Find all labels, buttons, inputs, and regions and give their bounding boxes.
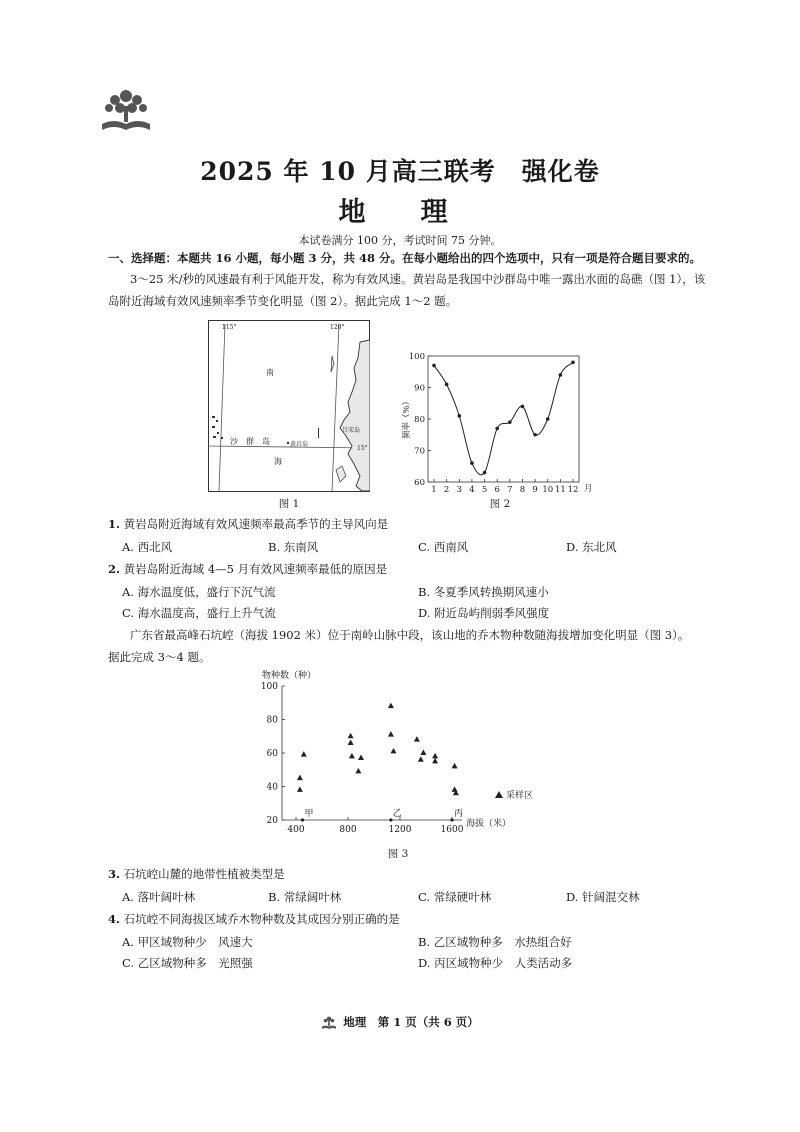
line-ytick-label: 90	[414, 383, 425, 394]
scatter-data-point	[358, 755, 364, 761]
scatter-data-point	[297, 786, 303, 792]
line-xtick-label: 7	[507, 485, 513, 495]
scatter-zone-label: 甲	[304, 809, 314, 819]
line-xtick-label: 3	[456, 485, 462, 495]
line-xtick-label: 6	[494, 485, 500, 495]
q2-option-d[interactable]: D. 附近岛屿削弱季风强度	[418, 606, 550, 620]
line-data-point	[457, 414, 461, 418]
q4-option-d[interactable]: D. 丙区域物种少 人类活动多	[418, 956, 573, 970]
line-chart-x-unit: 月	[584, 484, 593, 494]
intro-2-line-1: 广东省最高峰石坑崆（海拔 1902 米）位于南岭山脉中段，该山地的乔木物种数随海拔增加变化明显（图 3）。	[130, 628, 690, 642]
scatter-data-point	[420, 750, 426, 756]
q2-option-c[interactable]: C. 海水温度高，盛行上升气流	[122, 606, 276, 620]
line-xtick-label: 9	[532, 485, 538, 495]
map-label-sha: 沙 群 岛	[230, 437, 270, 446]
line-data-point	[559, 373, 563, 377]
scatter-ytick-label: 60	[266, 749, 278, 759]
question-3-stem: 石坑崆山麓的地带性植被类型是	[123, 867, 285, 881]
q4-option-a[interactable]: A. 甲区域物种少 风速大	[122, 935, 253, 949]
q3-option-c[interactable]: C. 常绿硬叶林	[418, 890, 492, 904]
line-chart-ylabel: 频率（%）	[402, 396, 412, 440]
line-data-point	[533, 433, 537, 437]
question-1-stem: 黄岩岛附近海域有效风速频率最高季节的主导风向是	[123, 517, 389, 531]
scatter-xtick-label: 1200	[388, 825, 412, 835]
figure-2-caption: 图 2	[489, 498, 511, 510]
q1-option-c[interactable]: C. 西南风	[418, 540, 469, 554]
line-data-point	[571, 361, 575, 365]
section-heading: 一、选择题：本题共 16 小题，每小题 3 分，共 48 分。在每小题给出的四个选项中，只有一项是符合题目要求的。	[108, 251, 702, 265]
scatter-data-point	[349, 753, 355, 759]
line-xtick-label: 12	[567, 485, 579, 495]
q2-option-b[interactable]: B. 冬夏季风转换期风速小	[418, 585, 549, 599]
scatter-data-point	[355, 768, 361, 774]
scatter-data-point	[418, 756, 424, 762]
exam-note: 本试卷满分 100 分，考试时间 75 分钟。	[298, 234, 502, 247]
line-xtick-label: 10	[542, 485, 554, 495]
line-ytick-label: 100	[408, 352, 425, 362]
line-data-point	[470, 461, 474, 465]
scatter-ylabel: 物种数（种）	[262, 671, 317, 681]
line-ytick-label: 80	[414, 415, 425, 425]
intro-1-line-1: 3～25 米/秒的风速最有利于风能开发，称为有效风速。黄岩岛是我国中沙群岛中唯一露出水面的岛礁（图 1），该	[130, 272, 706, 286]
map-label-luzon: 吕宋岛	[342, 427, 361, 434]
question-2	[108, 561, 708, 577]
scatter-data-point	[388, 703, 394, 709]
scatter-ytick-label: 100	[260, 682, 278, 692]
scatter-ytick-label: 80	[266, 715, 278, 726]
map-label-nan: 南	[266, 368, 274, 377]
q3-option-d[interactable]: D. 针阔混交林	[566, 890, 640, 904]
scatter-data-point	[414, 736, 420, 742]
scatter-zone-label: 乙	[392, 809, 402, 819]
subject-title: 地 理	[338, 197, 462, 228]
map-label-hai: 海	[274, 457, 282, 466]
line-data-point	[445, 383, 449, 387]
scatter-data-point	[348, 733, 354, 739]
q3-option-b[interactable]: B. 常绿阔叶林	[268, 890, 342, 904]
question-4	[108, 911, 708, 927]
line-ytick-label: 60	[414, 478, 425, 488]
figure-3-scatter-chart	[252, 668, 552, 842]
scatter-legend-label: 采样区	[506, 791, 534, 801]
scatter-legend-marker	[495, 791, 503, 798]
q1-option-a[interactable]: A. 西北风	[122, 540, 173, 554]
line-chart-plot-frame	[428, 356, 579, 482]
intro-2-line-2: 据此完成 3～4 题。	[108, 650, 211, 664]
question-3-number: 3.	[108, 867, 121, 881]
exam-title: 2025 年 10 月高三联考 强化卷	[200, 157, 600, 186]
line-xtick-label: 5	[481, 485, 488, 495]
scatter-data-point	[432, 758, 438, 764]
line-ytick-label: 70	[414, 446, 425, 457]
intro-paragraph-1	[108, 268, 708, 312]
scatter-data-point	[388, 731, 394, 737]
footer-text: 地理 第 1 页（共 6 页）	[343, 1015, 479, 1029]
q4-option-c[interactable]: C. 乙区域物种多 光照强	[122, 956, 253, 970]
question-2-stem: 黄岩岛附近海域 4—5 月有效风速频率最低的原因是	[123, 562, 388, 576]
question-3	[108, 866, 708, 882]
scatter-ytick-label: 40	[266, 782, 278, 793]
scatter-data-point	[391, 748, 397, 754]
question-4-stem: 石坑崆不同海拔区域乔木物种数及其成因分别正确的是	[123, 912, 400, 926]
page-footer	[0, 1014, 800, 1030]
figure-1-map	[208, 320, 370, 492]
scatter-data-point	[297, 775, 303, 781]
map-lon-115: 115°	[222, 324, 237, 331]
question-2-number: 2.	[108, 562, 121, 576]
line-xtick-label: 1	[431, 485, 437, 495]
line-data-point	[546, 417, 550, 421]
scatter-xtick-label: 800	[339, 825, 357, 835]
question-1	[108, 516, 708, 532]
line-series-path	[434, 362, 573, 475]
q1-option-d[interactable]: D. 东北风	[566, 540, 617, 554]
question-4-number: 4.	[108, 912, 121, 926]
scatter-data-point	[301, 751, 307, 757]
line-xtick-label: 11	[554, 485, 566, 495]
question-1-number: 1.	[108, 517, 121, 531]
figure-1-caption: 图 1	[278, 498, 300, 510]
scatter-data-point	[452, 786, 458, 792]
line-xtick-label: 8	[519, 485, 526, 495]
q4-option-b[interactable]: B. 乙区域物种多 水热组合好	[418, 935, 572, 949]
line-data-point	[495, 427, 499, 431]
line-data-point	[483, 471, 487, 475]
scatter-ytick-label: 20	[266, 816, 278, 826]
map-lat-15: 15°	[357, 445, 368, 452]
q3-option-a[interactable]: A. 落叶阔叶林	[122, 890, 196, 904]
intro-1-line-2: 岛附近海域有效风速频率季节变化明显（图 2）。据此完成 1～2 题。	[108, 294, 458, 308]
line-data-point	[521, 405, 525, 409]
map-label-huangyan: 黄岩岛	[290, 441, 309, 448]
q1-option-b[interactable]: B. 东南风	[268, 540, 319, 554]
line-xtick-label: 4	[469, 485, 475, 495]
q2-option-a[interactable]: A. 海水温度低，盛行下沉气流	[122, 585, 276, 599]
scatter-xlabel: 海拔（米）	[466, 819, 512, 829]
intro-paragraph-2	[108, 624, 708, 668]
footer-logo-icon	[321, 1016, 337, 1030]
line-data-point	[508, 420, 512, 424]
line-data-point	[432, 364, 436, 368]
scatter-data-point	[432, 753, 438, 759]
figure-3-caption: 图 3	[387, 848, 409, 860]
scatter-data-point	[348, 739, 354, 745]
scatter-xtick-label: 1600	[440, 825, 464, 835]
figure-2-line-chart	[400, 348, 600, 496]
map-lon-120: 120°	[330, 324, 345, 331]
publisher-logo-icon	[100, 88, 152, 136]
scatter-data-point	[452, 763, 458, 769]
line-xtick-label: 2	[443, 485, 450, 495]
scatter-xtick-label: 400	[287, 825, 305, 835]
scatter-zone-label: 丙	[454, 809, 464, 819]
